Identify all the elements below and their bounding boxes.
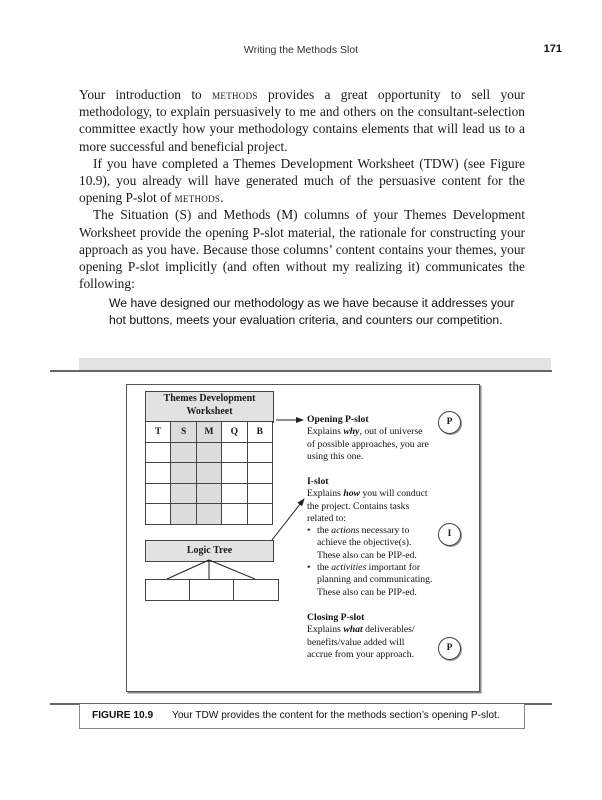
worksheet-title: Themes Development Worksheet bbox=[145, 391, 274, 423]
closing-pslot-title: Closing P-slot bbox=[307, 612, 365, 623]
figure-caption-text: Your TDW provides the content for the methods section’s opening P-slot. bbox=[172, 710, 500, 721]
column-header-b: B bbox=[247, 422, 272, 443]
worksheet-row bbox=[146, 442, 273, 463]
paragraph-2: If you have completed a Themes Development Worksheet (TDW) (see Figure 10.9), you already will have generated much of the persuasive content for the opening P-slot of methods. bbox=[79, 155, 525, 206]
worksheet-header-row bbox=[146, 422, 273, 443]
figure-label: FIGURE 10.9 bbox=[92, 710, 154, 721]
islot-text: I-slot Explains how you will conduct the project. Contains tasks related to: • the actions necessary to achieve the objective(s). These also can be PIP-ed. • the activities important for planning and communicating. These also can be PIP-ed. bbox=[307, 476, 447, 599]
column-header-m: M bbox=[196, 422, 221, 443]
running-header bbox=[0, 44, 602, 60]
list-item: • the actions necessary to achieve the objective(s). These also can be PIP-ed. bbox=[307, 525, 447, 562]
paragraph-1: Your introduction to methods provides a great opportunity to sell your methodology, to explain persuasively to me and others on the consultant-selection committee exactly how your methodology contains elements that will lead us to a more successful and beneficial project. bbox=[79, 87, 525, 154]
i-badge-icon: I bbox=[438, 523, 461, 546]
methods-small-caps: methods bbox=[212, 87, 258, 102]
figure-top-bar bbox=[79, 358, 551, 370]
worksheet-grid bbox=[145, 421, 273, 525]
logic-tree-box: Logic Tree bbox=[145, 540, 274, 562]
islot-title: I-slot bbox=[307, 476, 329, 487]
methods-small-caps: methods bbox=[174, 190, 221, 206]
closing-pslot-text: Closing P-slot Explains what deliverables/ benefits/value added will accrue from your approach. bbox=[307, 612, 447, 661]
tree-leaf-box bbox=[189, 579, 235, 601]
block-quote: We have designed our methodology as we have because it addresses your hot buttons, meets your evaluation criteria, and counters our competition. bbox=[109, 296, 515, 327]
opening-pslot-title: Opening P-slot bbox=[307, 414, 369, 425]
page-number: 171 bbox=[543, 43, 562, 55]
column-header-t: T bbox=[146, 422, 171, 443]
body-text bbox=[79, 86, 525, 292]
worksheet-row bbox=[146, 504, 273, 525]
p-badge-icon: P bbox=[438, 411, 461, 434]
tree-leaf-box bbox=[145, 579, 191, 601]
worksheet-row bbox=[146, 463, 273, 484]
running-title: Writing the Methods Slot bbox=[243, 44, 359, 56]
list-item: • the activities important for planning and communicating. These also can be PIP-ed. bbox=[307, 562, 447, 599]
figure-top-rule bbox=[50, 370, 552, 372]
column-header-q: Q bbox=[222, 422, 247, 443]
islot-bullet-list bbox=[307, 525, 447, 599]
opening-pslot-text: Opening P-slot Explains why, out of universe of possible approaches, you are using this one. bbox=[307, 414, 447, 463]
tree-leaf-box bbox=[233, 579, 279, 601]
worksheet-row bbox=[146, 483, 273, 504]
column-header-s: S bbox=[171, 422, 196, 443]
paragraph-3: The Situation (S) and Methods (M) columns of your Themes Development Worksheet provide the opening P-slot material, the rationale for constructing your approach as you have. Because those columns’ content contains your themes, your opening P-slot implicitly (and often without my realizing it) communicates the following: bbox=[79, 207, 525, 292]
p-badge-icon: P bbox=[438, 637, 461, 660]
figure-caption bbox=[79, 704, 525, 729]
